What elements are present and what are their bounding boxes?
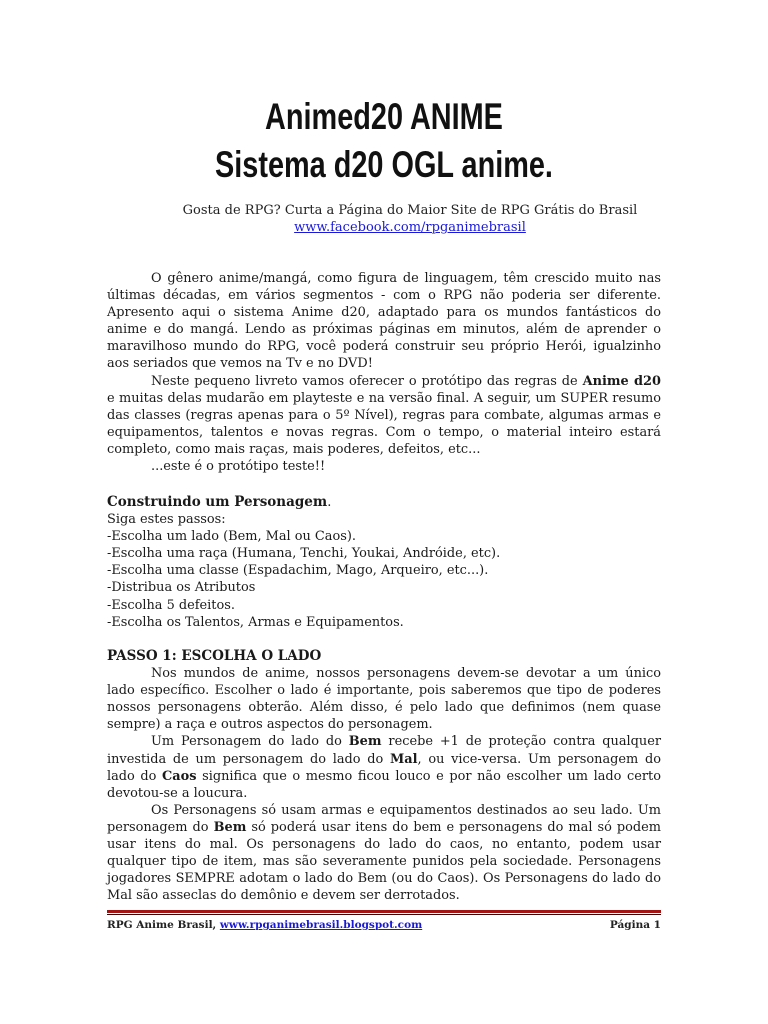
intro-section [107,270,661,475]
passo1-p2-a: Um Personagem do lado do [151,734,349,750]
passo1-paragraph-3 [107,802,661,905]
list-item: -Distribua os Atributos [107,580,256,596]
blog-link[interactable]: www.rpganimebrasil.blogspot.com [219,919,423,931]
list-item: -Escolha os Talentos, Armas e Equipamentos. [107,614,404,630]
build-heading: Construindo um Personagem [107,494,328,510]
facebook-link[interactable]: www.facebook.com/rpganimebrasil [294,220,526,235]
passo1-p2-c: , ou vice-versa. Um personagem do lado do [107,751,662,784]
promo-text: Gosta de RPG? Curta a Página do Maior Site de RPG Grátis do Brasil [182,203,638,218]
intro-p2-text-a: Neste pequeno livreto vamos oferecer o protótipo das regras de [151,373,583,389]
passo1-p2-bem: Bem [348,734,382,750]
intro-paragraph-3: ...este é o protótipo teste!! [151,459,326,475]
passo1-p3-bem: Bem [213,819,247,835]
page-footer [107,919,661,931]
build-heading-period: . [327,495,332,510]
page-number: Página 1 [609,919,661,931]
intro-paragraph-1: O gênero anime/mangá, como figura de linguagem, têm crescido muito nas últimas décadas, em vários segmentos - com o RPG não poderia ser diferente. Apresento aqui o sistema Anime d20, adaptado para os mundos fantásticos do anime e do mangá. Lendo as próximas páginas em minutos, além de aprender o maravilhoso mundo do RPG, você poderá construir seu próprio Herói, igualzinho aos seriados que vemos na Tv e no DVD! [107,271,661,372]
passo1-section [107,648,661,904]
document-title-line-2: Sistema d20 OGL anime. [215,144,553,185]
intro-p2-text-b: e muitas delas mudarão em playteste e na versão final. A seguir, um SUPER resumo das classes (regras apenas para o 5º Nível), regras para combate, algumas armas e equipamentos, talentos e novas regras. Com o tempo, o material inteiro estará completo, como mais raças, mais poderes, defeitos, etc... [107,390,661,457]
list-item: -Escolha uma classe (Espadachim, Mago, Arqueiro, etc...). [107,563,489,579]
build-heading-line [107,494,661,511]
intro-p2-bold: Anime d20 [582,373,661,389]
passo1-p3-b: só poderá usar itens do bem e personagens do mal só podem usar itens do mal. Os personagens do lado do caos, no entanto, podem usar qualquer tipo de item, mas são severamente punidos pela sociedade. Personagens jogadores SEMPRE adotam o lado do Bem (ou do Caos). Os Personagens do lado do Mal são asseclas do demônio e devem ser derrotados. [107,819,662,904]
promo-link-wrapper [0,219,768,237]
passo1-paragraph-2 [107,733,661,801]
build-steps-list [107,528,661,631]
footer-left-text: RPG Anime Brasil, [107,919,220,931]
intro-paragraph-2 [107,373,661,458]
list-item: -Escolha um lado (Bem, Mal ou Caos). [107,529,356,545]
list-item: -Escolha uma raça (Humana, Tenchi, Youkai, Andróide, etc). [107,546,501,562]
passo1-heading: PASSO 1: ESCOLHA O LADO [107,648,322,664]
passo1-paragraph-1: Nos mundos de anime, nossos personagens devem-se devotar a um único lado específico. Escolher o lado é importante, pois saberemos que tipo de poderes nossos personagens obterão. Além disso, é pelo lado que definimos (nem quase sempre) a raça e outros aspectos do personagem. [107,666,661,733]
list-item: -Escolha 5 defeitos. [107,597,235,613]
footer-rule-dark [107,914,661,915]
passo1-p3-a: Os Personagens só usam armas e equipamentos destinados ao seu lado. Um personagem do [107,802,661,835]
passo1-p2-b: recebe +1 de proteção contra qualquer investida de um personagem do lado do [107,734,661,767]
passo1-p2-caos: Caos [162,768,197,784]
passo1-p2-mal: Mal [390,751,418,767]
passo1-p2-d: significa que o mesmo ficou louco e por não escolher um lado certo devotou-se a loucura. [107,768,661,801]
build-section [107,494,661,631]
footer-rule-red [107,910,661,913]
build-lead: Siga estes passos: [107,512,226,528]
document-title-line-1: Animed20 ANIME [265,96,503,137]
